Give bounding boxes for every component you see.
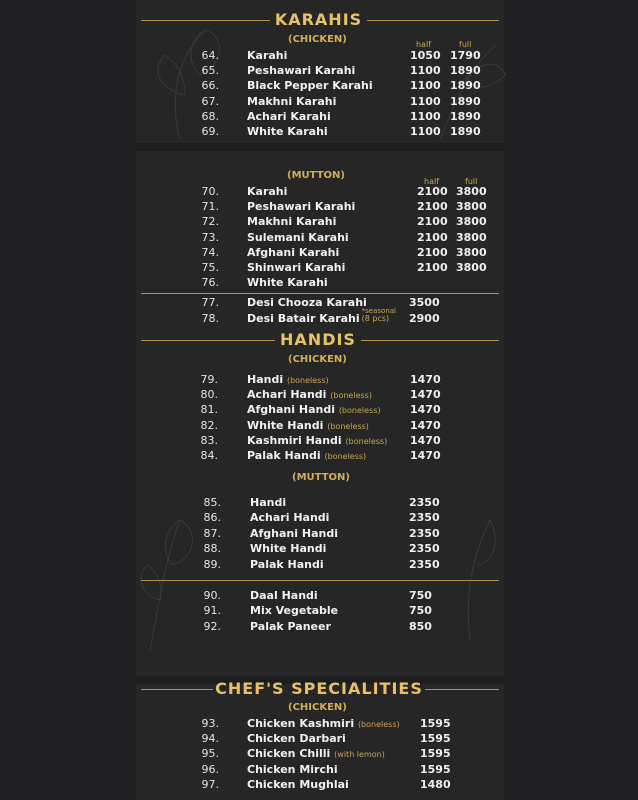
- item-name-group: [247, 404, 381, 415]
- section-title-specialities: CHEF'S SPECIALITIES: [215, 679, 423, 698]
- item-number: 75.: [201, 261, 219, 274]
- half-price: 2100: [417, 245, 448, 259]
- item-name-group: [247, 111, 331, 122]
- item-price: 750: [409, 589, 432, 602]
- item-name-group: [250, 528, 338, 539]
- full-price: 1890: [450, 79, 481, 93]
- item-name-group: [247, 216, 336, 227]
- item-name-group: [247, 96, 336, 107]
- item-number: 97.: [201, 777, 219, 791]
- item-name: Karahi: [247, 49, 288, 62]
- item-name: White Handi: [250, 542, 327, 556]
- panel-gap: [136, 143, 504, 151]
- item-name: Peshawari Karahi: [247, 64, 356, 78]
- item-name: Chicken Darbari: [247, 732, 346, 746]
- item-name-group: [247, 186, 287, 197]
- item-name: Achari Handi: [250, 511, 330, 525]
- item-number: 66.: [201, 79, 219, 93]
- half-price: 1100: [410, 94, 441, 108]
- item-name: Shinwari Karahi: [247, 261, 346, 274]
- item-name-group: [247, 389, 372, 400]
- item-number: 95.: [201, 747, 219, 761]
- item-name: Black Pepper Karahi: [247, 79, 373, 93]
- item-name-group: [247, 733, 346, 744]
- item-number: 83.: [200, 433, 218, 447]
- half-price: 2100: [417, 230, 448, 244]
- item-name: Achari Handi: [247, 388, 327, 402]
- item-number: 89.: [203, 557, 221, 571]
- section-divider: [141, 580, 499, 581]
- item-number: 79.: [200, 373, 218, 386]
- item-number: 69.: [201, 125, 219, 138]
- item-name: White Karahi: [247, 125, 328, 138]
- item-note: (boneless): [327, 421, 369, 431]
- item-price: 750: [409, 604, 432, 618]
- subtitle-mutton: (MUTTON): [287, 170, 345, 181]
- item-price: 1595: [420, 762, 451, 776]
- item-name-group: [247, 297, 367, 308]
- full-price: 3800: [456, 245, 487, 259]
- heading-rule-left: [141, 340, 275, 341]
- item-name: Palak Handi: [247, 449, 321, 462]
- item-name-group: [247, 450, 366, 461]
- item-price: 2350: [409, 526, 440, 540]
- item-name: Chicken Mirchi: [247, 762, 338, 776]
- item-price: 1595: [420, 732, 451, 746]
- item-number: 82.: [200, 418, 218, 432]
- item-name-group: [250, 559, 324, 570]
- item-price: 850: [409, 619, 432, 633]
- item-name-group: [247, 277, 328, 288]
- item-name: Handi: [250, 496, 287, 509]
- full-price: 1890: [450, 109, 481, 123]
- item-price: 2350: [409, 496, 440, 509]
- seasonal-note: *seasonal: [361, 307, 396, 315]
- item-name-group: [250, 590, 318, 601]
- item-name: Karahi: [247, 185, 288, 198]
- item-name-group: [247, 201, 355, 212]
- item-annotation: [362, 308, 396, 323]
- item-price: 1595: [420, 717, 451, 730]
- item-name: Afghani Handi: [247, 403, 335, 417]
- item-name: Handi: [247, 373, 284, 386]
- item-number: 74.: [201, 245, 219, 259]
- item-name: Palak Handi: [250, 557, 324, 571]
- section-divider: [141, 293, 499, 294]
- item-note: (boneless): [345, 436, 388, 446]
- item-name: Afghani Handi: [250, 526, 338, 540]
- column-full: full: [459, 40, 472, 49]
- item-name-group: [247, 420, 369, 431]
- item-note: (boneless): [338, 406, 381, 416]
- item-name: White Karahi: [247, 276, 328, 290]
- column-half: half: [416, 40, 432, 49]
- subtitle-chicken: (CHICKEN): [288, 702, 347, 713]
- column-full: full: [465, 177, 478, 186]
- item-number: 65.: [201, 64, 219, 78]
- item-number: 71.: [201, 200, 219, 214]
- full-price: 3800: [456, 230, 487, 244]
- item-price: 2350: [409, 542, 440, 556]
- item-price: 1470: [410, 433, 441, 447]
- item-note: (with lemon): [334, 750, 385, 760]
- item-name: Desi Chooza Karahi: [247, 296, 367, 309]
- item-name: Kashmiri Handi: [247, 433, 342, 447]
- item-number: 67.: [201, 94, 219, 108]
- half-price: 2100: [417, 261, 448, 274]
- item-price: 1470: [410, 388, 441, 402]
- full-price: 1890: [450, 94, 481, 108]
- item-number: 92.: [203, 619, 221, 633]
- heading-rule-left: [141, 20, 270, 21]
- item-price: 2350: [409, 511, 440, 525]
- item-number: 68.: [201, 109, 219, 123]
- item-name-group: [247, 232, 349, 243]
- half-price: 2100: [417, 185, 448, 198]
- item-note: (boneless): [286, 376, 329, 385]
- item-number: 72.: [201, 215, 219, 229]
- item-name-group: [247, 247, 339, 258]
- item-note: (8 pcs): [361, 314, 390, 323]
- item-name: Peshawari Karahi: [247, 200, 356, 214]
- heading-rule-right: [361, 340, 499, 341]
- item-name: Sulemani Karahi: [247, 230, 349, 244]
- subtitle-chicken: (CHICKEN): [288, 34, 347, 45]
- item-name-group: [250, 621, 331, 632]
- item-number: 77.: [201, 296, 219, 309]
- item-name-group: [247, 126, 328, 137]
- item-number: 85.: [203, 496, 221, 509]
- item-name: Chicken Kashmiri: [247, 717, 355, 730]
- section-title-handis: HANDIS: [280, 330, 356, 349]
- full-price: 3800: [456, 200, 487, 214]
- item-number: 70.: [201, 185, 219, 198]
- column-half: half: [424, 177, 440, 186]
- item-number: 86.: [203, 511, 221, 525]
- full-price: 3800: [456, 261, 487, 274]
- half-price: 2100: [417, 215, 448, 229]
- item-number: 64.: [201, 49, 219, 62]
- item-number: 73.: [201, 230, 219, 244]
- item-name-group: [247, 50, 287, 61]
- item-name-group: [250, 543, 326, 554]
- item-name-group: [247, 779, 349, 790]
- half-price: 1100: [410, 125, 441, 138]
- item-name: Makhni Karahi: [247, 94, 337, 108]
- item-name-group: [250, 497, 286, 508]
- subtitle-mutton: (MUTTON): [292, 472, 350, 483]
- item-name-group: [250, 512, 329, 523]
- item-number: 90.: [203, 589, 221, 602]
- item-name: Makhni Karahi: [247, 215, 337, 229]
- item-price: 1595: [420, 747, 451, 761]
- item-name: Achari Karahi: [247, 109, 331, 123]
- item-number: 93.: [201, 717, 219, 730]
- item-number: 84.: [200, 449, 218, 462]
- heading-rule-right: [425, 689, 499, 690]
- item-number: 87.: [203, 526, 221, 540]
- subtitle-chicken: (CHICKEN): [288, 354, 347, 365]
- item-number: 88.: [203, 542, 221, 556]
- half-price: 2100: [417, 200, 448, 214]
- item-number: 80.: [200, 388, 218, 402]
- item-price: 3500: [409, 296, 440, 309]
- heading-rule-left: [141, 689, 213, 690]
- item-price: 1470: [410, 403, 441, 417]
- full-price: 1890: [450, 125, 481, 138]
- full-price: 3800: [456, 215, 487, 229]
- item-number: 94.: [201, 732, 219, 746]
- full-price: 3800: [456, 185, 487, 198]
- item-name: Palak Paneer: [250, 619, 331, 633]
- item-number: 78.: [201, 312, 219, 325]
- item-name-group: [247, 435, 387, 446]
- item-name-group: [247, 80, 373, 91]
- half-price: 1100: [410, 109, 441, 123]
- item-name-group: [247, 262, 345, 273]
- half-price: 1100: [410, 64, 441, 78]
- item-name: Afghani Karahi: [247, 245, 340, 259]
- item-name: Daal Handi: [250, 589, 318, 602]
- full-price: 1790: [450, 49, 481, 62]
- heading-rule-right: [367, 20, 499, 21]
- item-name-group: [247, 764, 338, 775]
- item-name: Chicken Mughlai: [247, 777, 349, 791]
- item-price: 2350: [409, 557, 440, 571]
- item-note: (boneless): [330, 391, 372, 401]
- half-price: 1100: [410, 79, 441, 93]
- item-number: 96.: [201, 762, 219, 776]
- item-name-group: [247, 65, 355, 76]
- item-name-group: [247, 307, 396, 325]
- item-name: Desi Batair Karahi: [247, 312, 360, 325]
- item-number: 91.: [203, 604, 221, 618]
- item-name: Mix Vegetable: [250, 604, 339, 618]
- item-price: 1470: [410, 449, 441, 462]
- half-price: 1050: [410, 49, 441, 62]
- item-note: (boneless): [357, 720, 400, 729]
- item-price: 2900: [409, 312, 440, 325]
- item-number: 76.: [201, 276, 219, 290]
- item-name-group: [247, 748, 385, 759]
- full-price: 1890: [450, 64, 481, 78]
- item-note: (boneless): [324, 452, 367, 461]
- item-name: White Handi: [247, 418, 324, 432]
- item-name-group: [250, 605, 338, 616]
- item-price: 1480: [420, 777, 451, 791]
- item-price: 1470: [410, 373, 441, 386]
- section-title-karahis: KARAHIS: [274, 10, 363, 29]
- item-name-group: [247, 718, 400, 729]
- item-name-group: [247, 374, 329, 385]
- item-number: 81.: [200, 403, 218, 417]
- item-price: 1470: [410, 418, 441, 432]
- item-name: Chicken Chilli: [247, 747, 331, 761]
